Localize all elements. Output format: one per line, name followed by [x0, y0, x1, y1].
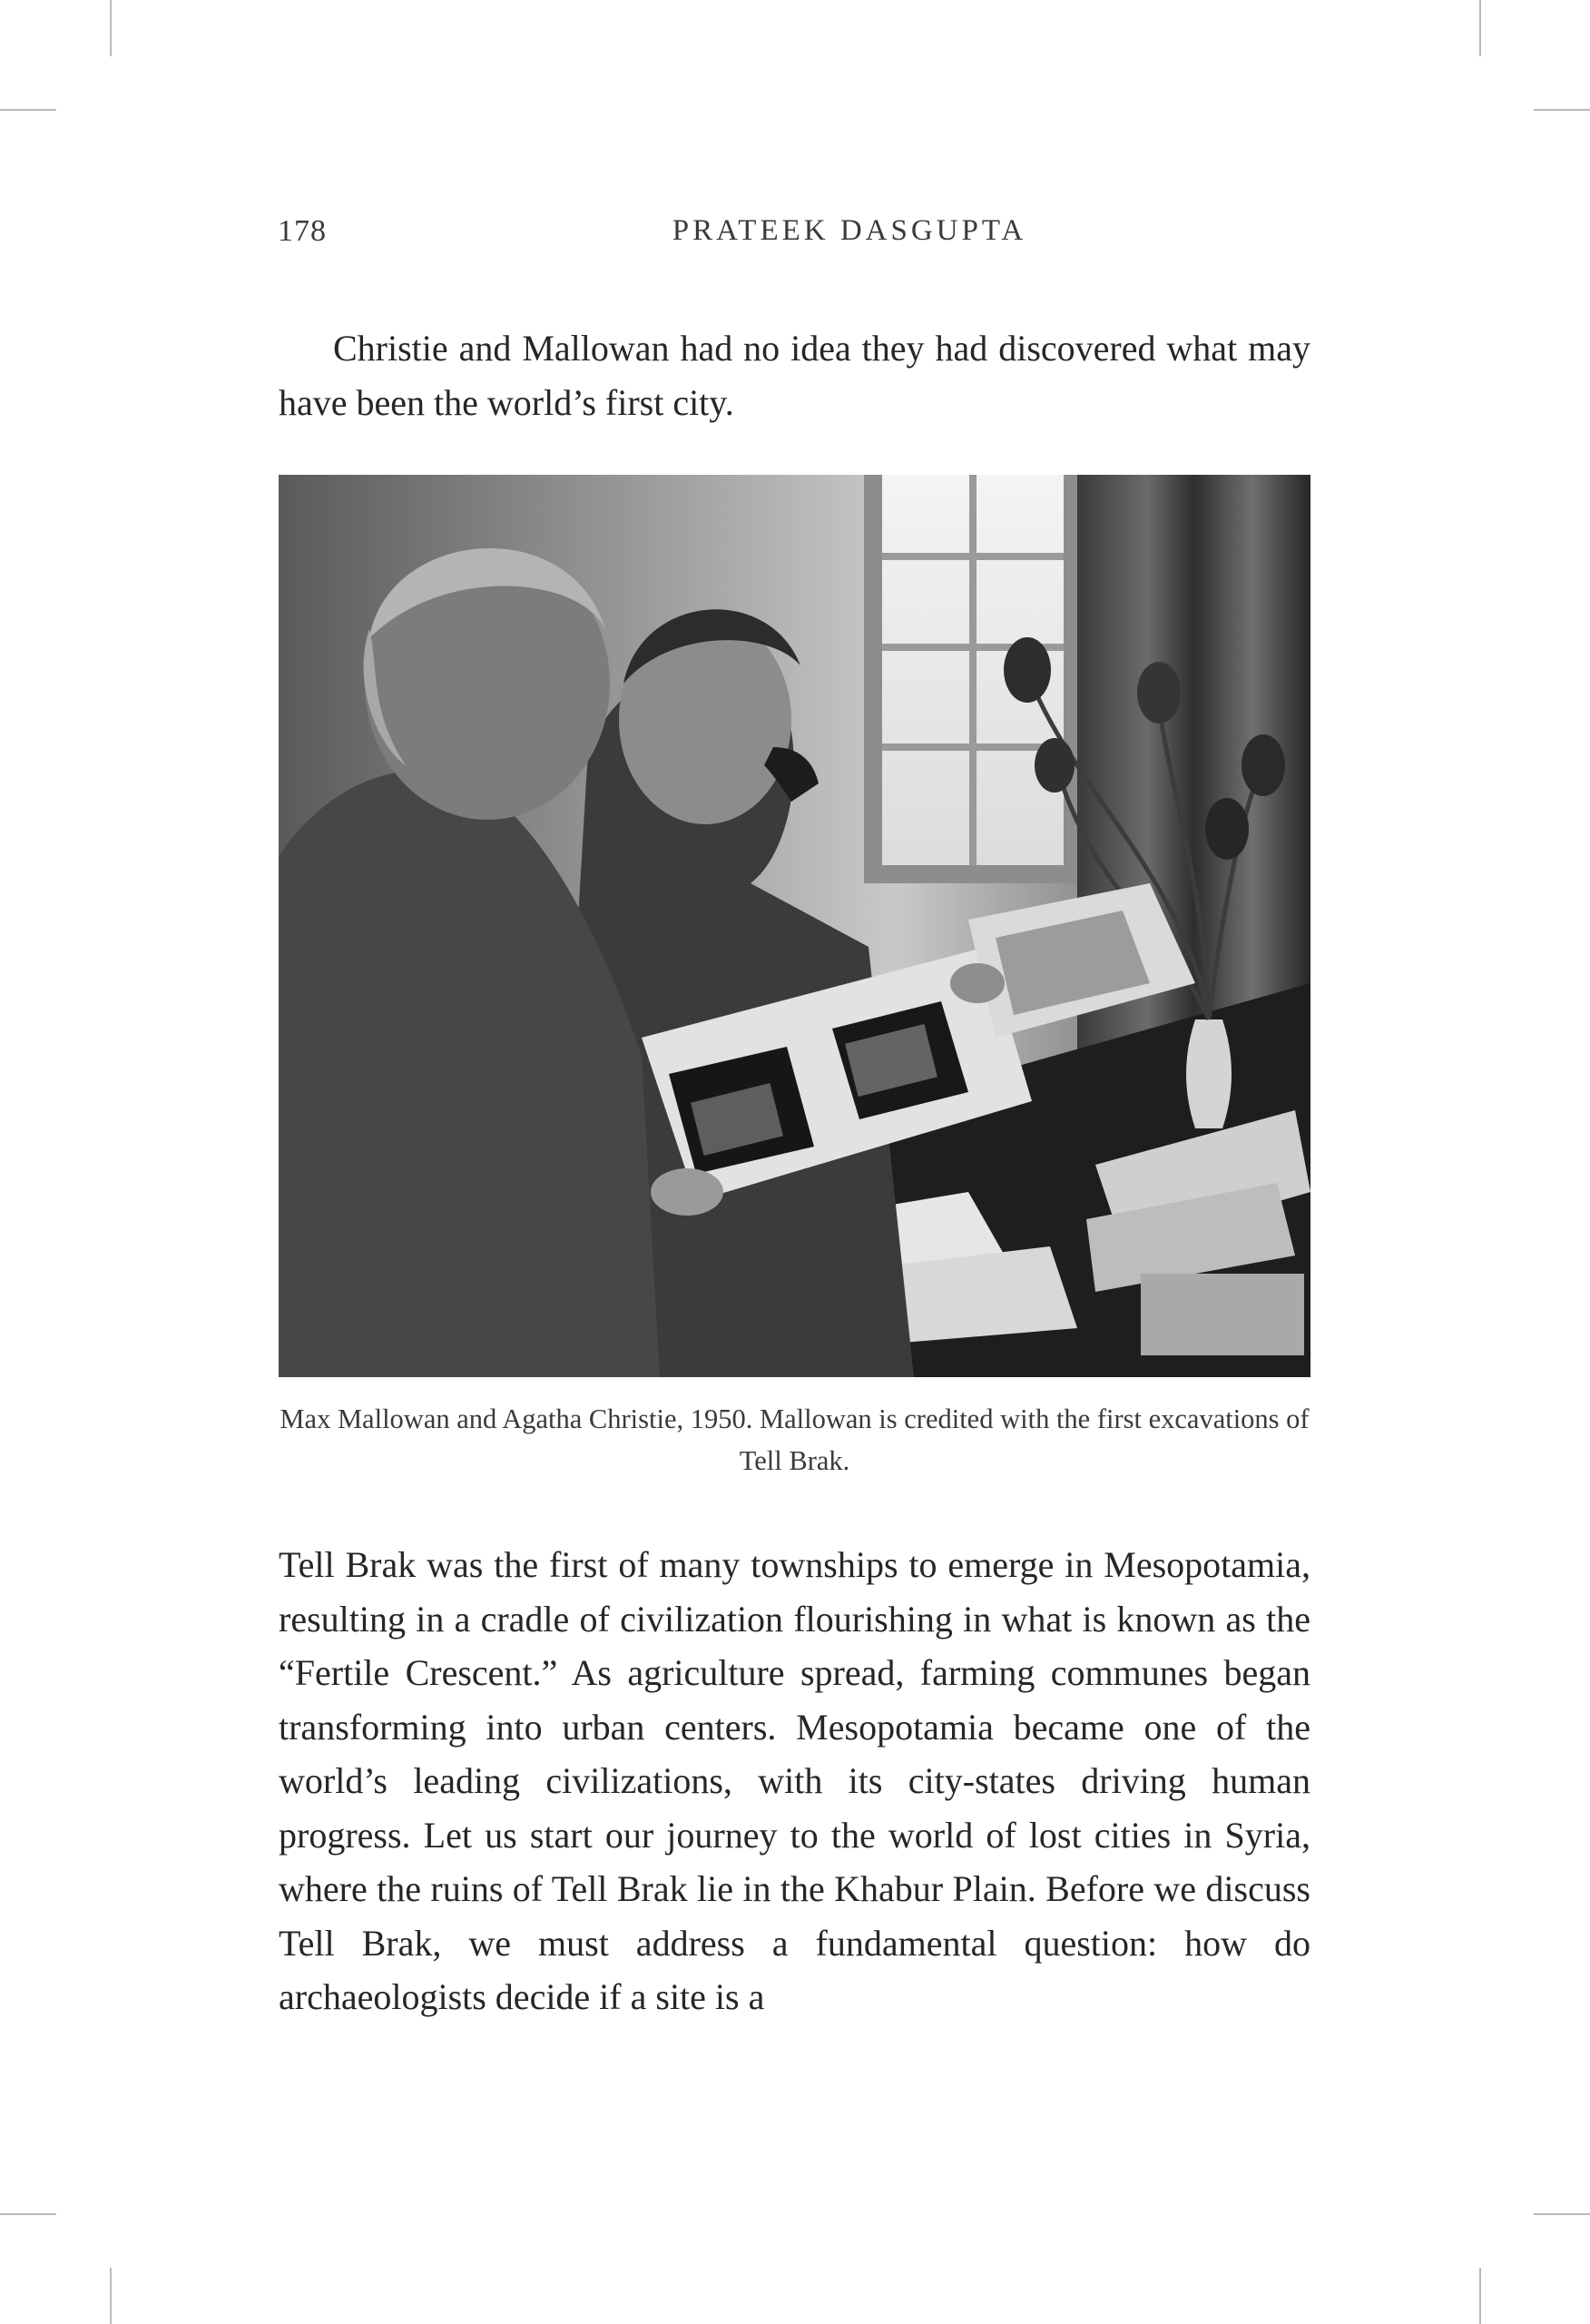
running-head: PRATEEK DASGUPTA [672, 214, 1027, 247]
lead-paragraph: Christie and Mallowan had no idea they had discovered what may have been the world’s first city. [279, 328, 1310, 423]
crop-mark [0, 2213, 56, 2215]
crop-mark [1534, 2213, 1590, 2215]
crop-mark [0, 109, 56, 111]
crop-mark [1479, 0, 1481, 56]
body-paragraph: Tell Brak was the first of many townships to emerge in Mesopotamia, resulting in a cradle of civilization flourishing in what is known as the “Fertile Crescent.” As agriculture spread, farming communes began transforming into urban centers. Mesopotamia became one of the world’s leading civilizations, with its city-states driving human progress. Let us start our journey to the world of lost cities in Syria, where the ruins of Tell Brak lie in the Khabur Plain. Before we discuss Tell Brak, we must address a fundamental question: how do archaeologists decide if a site is a [279, 1544, 1310, 2017]
crop-mark [110, 2268, 112, 2324]
crop-mark [1479, 2268, 1481, 2324]
crop-mark [110, 0, 112, 56]
page-number: 178 [278, 214, 327, 248]
figure-caption: Max Mallowan and Agatha Christie, 1950. Mallowan is credited with the first excavations of Tell Brak. [280, 1403, 1310, 1476]
crop-mark [1534, 109, 1590, 111]
archival-photograph-icon [279, 475, 1310, 1377]
